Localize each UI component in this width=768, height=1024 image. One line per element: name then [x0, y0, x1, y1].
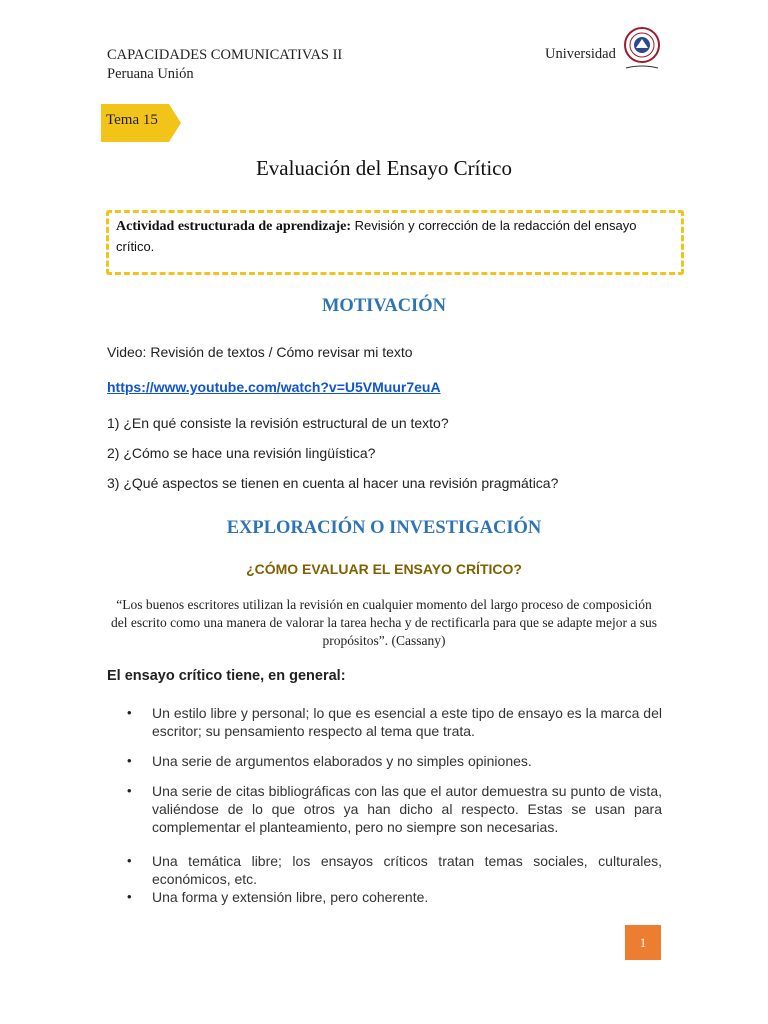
section-heading-exploracion: EXPLORACIÓN O INVESTIGACIÓN [226, 518, 542, 538]
characteristics-list [127, 704, 662, 906]
list-item: • Una serie de citas bibliográficas con las que el autor demuestra su punto de vista, valiéndose de lo que otros ya han dicho al respecto. Estas se usan para complementar el planteamiento, pero no siempre son necesarias. [127, 782, 662, 836]
question-2: 2) ¿Cómo se hace una revisión lingüística? [107, 445, 376, 461]
section-heading-motivacion: MOTIVACIÓN [321, 296, 447, 316]
page-title: Evaluación del Ensayo Crítico [255, 156, 512, 180]
tema-label: Tema 15 [106, 112, 158, 128]
subheading-evaluar: ¿CÓMO EVALUAR EL ENSAYO CRÍTICO? [246, 561, 522, 577]
list-item: • Una temática libre; los ensayos críticos tratan temas sociales, culturales, económicos, etc. [127, 852, 662, 888]
university-seal-icon [618, 24, 666, 74]
university-name-continued: Peruana Unión [107, 66, 194, 82]
youtube-link[interactable]: https://www.youtube.com/watch?v=U5VMuur7euA [107, 379, 441, 395]
document-header-course [107, 46, 342, 84]
university-name: Universidad [545, 46, 616, 62]
course-title: CAPACIDADES COMUNICATIVAS II [107, 47, 343, 63]
question-3: 3) ¿Qué aspectos se tienen en cuenta al hacer una revisión pragmática? [107, 475, 559, 491]
activity-bold-label: Actividad estructurada de aprendizaje: [116, 219, 351, 234]
activity-text [116, 216, 676, 257]
question-1: 1) ¿En qué consiste la revisión estructural de un texto? [107, 415, 449, 431]
video-line: Video: Revisión de textos / Cómo revisar mi texto [107, 344, 413, 360]
list-item: • Un estilo libre y personal; lo que es esencial a este tipo de ensayo es la marca del escritor; su pensamiento respecto al tema que trata. [127, 704, 662, 740]
list-item: • Una serie de argumentos elaborados y no simples opiniones. [127, 752, 662, 770]
page-number-badge: 1 [625, 925, 661, 960]
activity-description: Revisión y corrección de la redacción del ensayo crítico. [116, 218, 637, 254]
list-item: • Una forma y extensión libre, pero coherente. [127, 888, 662, 906]
cassany-quote: “Los buenos escritores utilizan la revisión en cualquier momento del largo proceso de composición del escrito como una manera de valorar la tarea hecha y de rectificarla para que se adapte mejor a sus propósitos”. (Cassany) [110, 597, 658, 648]
ensayo-intro: El ensayo crítico tiene, en general: [107, 668, 346, 684]
